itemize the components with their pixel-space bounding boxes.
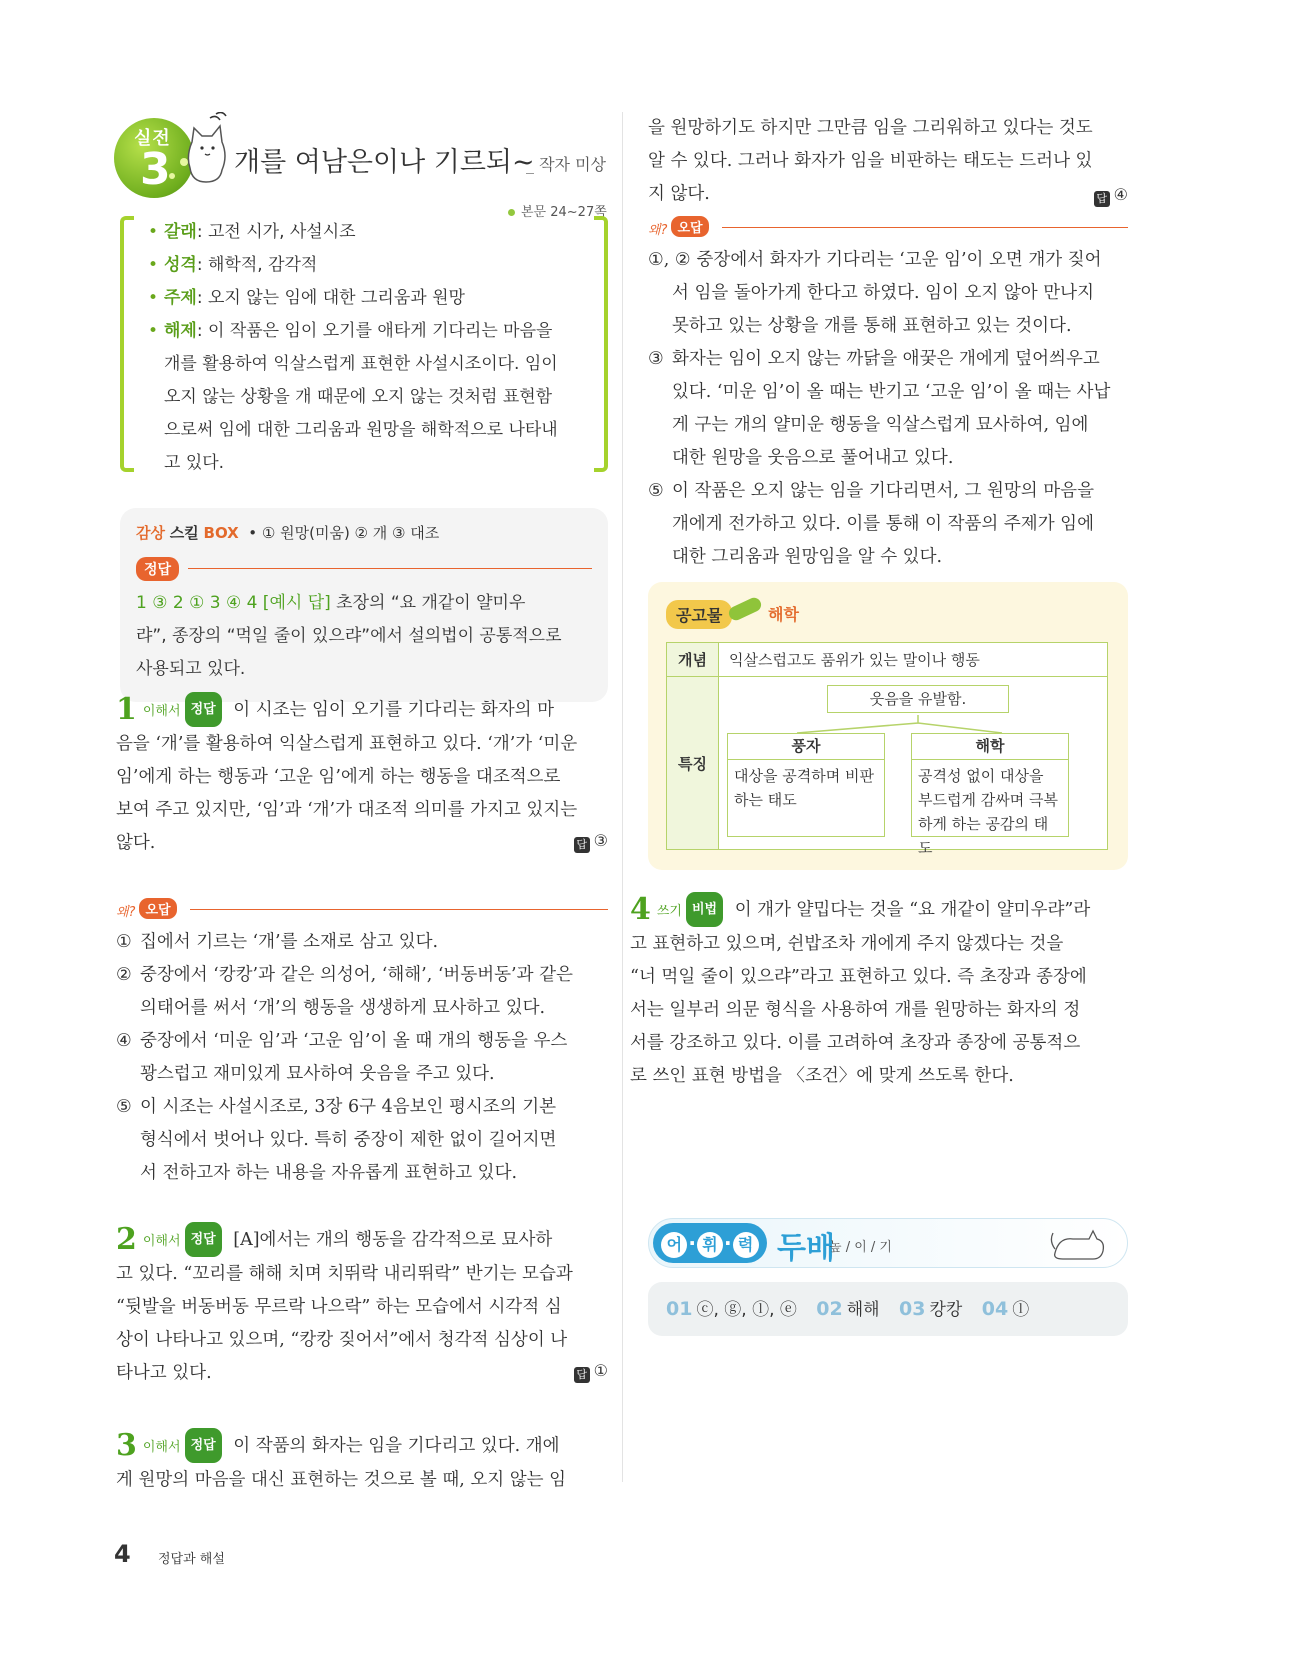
vocab-title: 두배 [777, 1231, 835, 1266]
question-2-explanation: 2 이해서 정답 [A]에서는 개의 행동을 감각적으로 묘사하 고 있다. “꼬리를 해해 치며 치뛰락 내리뛰락” 반기는 모습과 “뒷발을 버동버동 무르락 나으락” 하는 모습에서 시각적 심 상이 나타나고 있으며, “캉캉 짖어서”에서 청각적 심상이 나 타나고 있다. 답 ① [116, 1222, 608, 1390]
concept-table [666, 642, 1108, 857]
right-bracket [594, 216, 608, 472]
info-desc-line: 오지 않는 상황을 개 때문에 오지 않는 것처럼 표현함 [164, 387, 553, 407]
info-character: • 성격: 해학적, 감각적 [148, 249, 588, 282]
q1-wrong-list [116, 926, 608, 1190]
satire-box: 풍자 대상을 공격하며 비판하는 태도 [727, 733, 885, 837]
answer-mark: 답 ④ [1094, 178, 1128, 211]
answer-icon: 답 [574, 1367, 590, 1383]
badge-label: 실전 [134, 128, 171, 149]
row-head-concept: 개념 [667, 643, 719, 677]
laugh-box: 웃음을 유발함. [827, 685, 1009, 713]
vocab-header [648, 1218, 1128, 1268]
vocab-badge: 어 · 휘 · 력 [653, 1223, 767, 1263]
info-list [148, 216, 588, 480]
answer-text: 1 ③ 2 ① 3 ④ 4 [예시 답] 초장의 “요 개같이 얄미우 랴”, 종장의 “먹일 줄이 있으랴”에서 설의법이 공통적으로 사용되고 있다. [136, 593, 562, 679]
page-number: 4 [114, 1540, 131, 1568]
cat-icon [180, 112, 236, 188]
info-desc-line: 개를 활용하여 익살스럽게 표현한 사설시조이다. 임이 [164, 354, 558, 374]
question-4-explanation: 4 쓰기 비법 이 개가 얄밉다는 것을 “요 개같이 얄미우랴”라 고 표현하고 있으며, 쉰밥조차 개에게 주지 않겠다는 것을 “너 먹일 줄이 있으랴”라고 표현하고 있다. 즉 초장과 종장에 서는 일부러 의문 형식을 사용하여 개를 원망하는 화자의 정 서를 강조하고 있다. 이를 고려하여 초장과 종장에 공통적으 로 쓰인 표현 방법을 〈조건〉에 맞게 쓰도록 한다. [630, 892, 1091, 1086]
list-item: ⑤ 이 시조는 사설시조로, 3장 6구 4음보인 평시조의 기본 형식에서 벗어나 있다. 특히 중장이 제한 없이 길어지면 서 전하고자 하는 내용을 자유롭게 표현하고 있다. [116, 1097, 557, 1183]
concept-title: 해학 [768, 605, 799, 624]
list-item: ①, ② 중장에서 화자가 기다리는 ‘고운 임’이 오면 개가 짖어 서 임을 돌아가게 한다고 하였다. 임이 오지 않아 만나지 못하고 있는 상황을 개를 통해 표현하고 있는 것이다. [648, 250, 1102, 336]
info-desc-line: 고 있다. [164, 453, 225, 473]
list-item: ① 집에서 기르는 ‘개’를 소재로 삼고 있다. [116, 932, 439, 952]
column-divider [622, 112, 623, 1482]
info-box [120, 216, 608, 472]
wrong-answer-header: 왜? 오답 [648, 216, 1128, 238]
question-1-explanation: 1 이해서 정답 이 시조는 임이 오기를 기다리는 화자의 마 음을 ‘개’를 활용하여 익살스럽게 표현하고 있다. ‘개’가 ‘미운 임’에게 하는 행동과 ‘고운 임’에게 하는 행동을 대조적으로 보여 주고 있지만, ‘임’과 ‘개’가 대조적 의미를 가지고 있지는 않다. 답 ③ [116, 692, 608, 860]
info-genre: • 갈래: 고전 시가, 사설시조 [148, 216, 588, 249]
vocab-subtitle: 높 / 이 / 기 [829, 1240, 892, 1255]
humor-box: 해학 공격성 없이 대상을 부드럽게 감싸며 극복하게 하는 공감의 태도 [911, 733, 1069, 837]
answer-icon: 답 [1094, 191, 1110, 207]
answer-mark: 답 ① [574, 1354, 608, 1387]
answer-mark: 답 ③ [574, 824, 608, 857]
source-reference: 본문 24~27쪽 [508, 201, 607, 220]
concept-label: 공고물 [666, 600, 732, 629]
info-theme: • 주제: 오지 않는 임에 대한 그리움과 원망 [148, 282, 588, 315]
question-3-explanation: 3 이해서 정답 이 작품의 화자는 임을 기다리고 있다. 개에 게 원망의 마음을 대신 표현하는 것으로 볼 때, 오지 않는 임 [116, 1428, 567, 1490]
author-note: _ 작자 미상 [526, 155, 606, 174]
question-3-continued: 을 원망하기도 하지만 그만큼 임을 그리워하고 있다는 것도 알 수 있다. 그러나 화자가 임을 비판하는 태도는 드러나 있 지 않다. 답 ④ [648, 112, 1128, 211]
bullet-dot-icon [508, 209, 515, 216]
badge-number: 3 [140, 144, 171, 195]
info-desc-line: 으로써 임에 대한 그리움과 원망을 해학적으로 나타내 [164, 420, 558, 440]
concept-box [648, 582, 1128, 870]
pea-pod-icon [727, 595, 764, 622]
list-item: ④ 중장에서 ‘미운 임’과 ‘고운 임’이 올 때 개의 행동을 우스 꽝스럽고 재미있게 묘사하여 웃음을 주고 있다. [116, 1031, 568, 1084]
page-label: 정답과 해설 [158, 1552, 225, 1567]
list-item: ③ 화자는 임이 오지 않는 까닭을 애꿎은 개에게 덮어씌우고 있다. ‘미운 임’이 올 때는 반기고 ‘고운 임’이 올 때는 사납 게 구는 개의 얄미운 행동을 익살스럽게 묘사하여, 임에 대한 원망을 웃음으로 풀어내고 있다. [648, 349, 1111, 468]
answer-icon: 답 [574, 837, 590, 853]
list-item: ② 중장에서 ‘캉캉’과 같은 의성어, ‘해해’, ‘버동버동’과 같은 의태어를 써서 ‘개’의 행동을 생생하게 묘사하고 있다. [116, 965, 573, 1018]
wrong-answer-header: 왜? 오답 [116, 898, 608, 920]
q3-wrong-list [648, 244, 1128, 574]
info-commentary: • 해제: 이 작품은 임이 오기를 애타게 기다리는 마음을 [148, 315, 588, 348]
answer-pill: 정답 [136, 557, 179, 581]
row-text-concept: 익살스럽고도 품위가 있는 말이나 행동 [719, 643, 1107, 677]
answer-box [120, 508, 608, 702]
skill-box-line: 감상 스킬 BOX • ① 원망(미움) ② 개 ③ 대조 [136, 524, 440, 542]
row-head-feature: 특징 [667, 677, 719, 849]
left-bracket [120, 216, 134, 472]
vocab-answers: 01 ⓒ, ⓖ, ⓛ, ⓔ 02 해해 03 캉캉 04 ⓛ [648, 1282, 1128, 1336]
list-item: ⑤ 이 작품은 오지 않는 임을 기다리면서, 그 원망의 마음을 개에게 전가하고 있다. 이를 통해 이 작품의 주제가 임에 대한 그리움과 원망임을 알 수 있다. [648, 481, 1094, 567]
answer-header [136, 557, 592, 579]
page-title: 개를 여남은이나 기르되~ [234, 147, 535, 178]
cat-icon [1049, 1223, 1113, 1263]
